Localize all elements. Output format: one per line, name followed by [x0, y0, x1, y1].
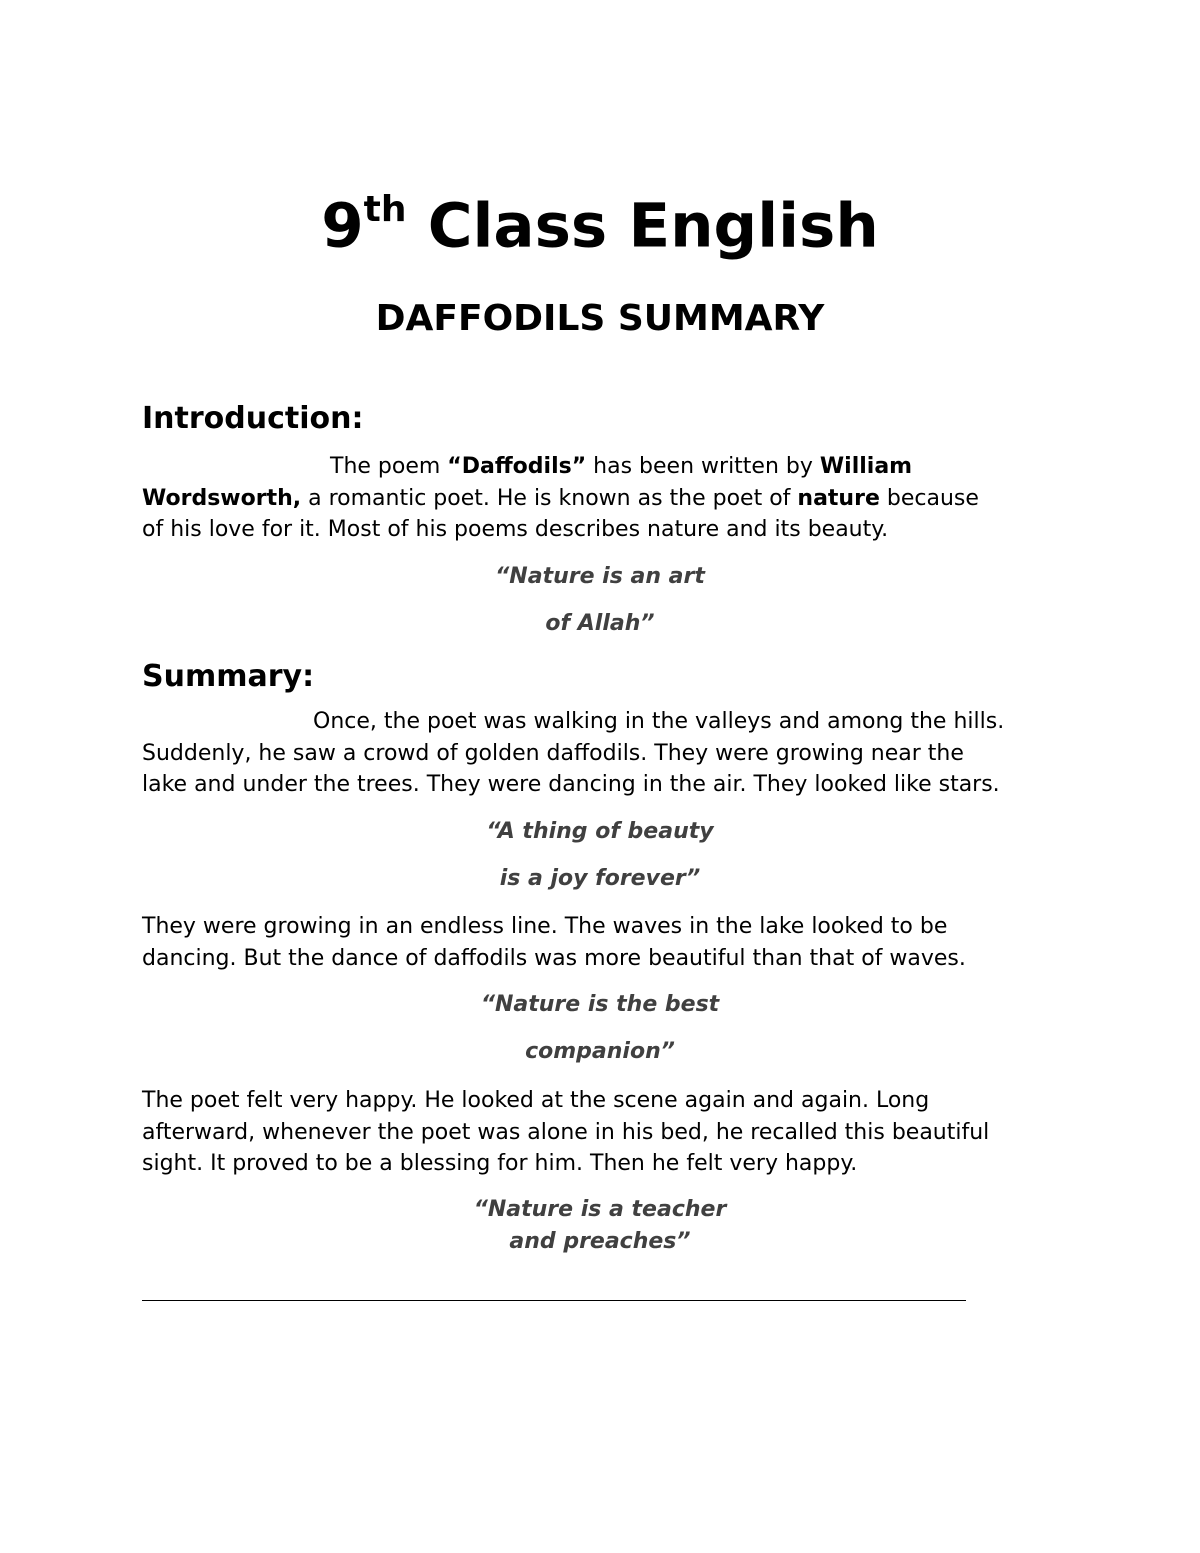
summary-line: The poet felt very happy. He looked at the scene again and again. Long: [142, 1088, 930, 1113]
introduction-line: [142, 483, 1072, 515]
quote-line: and preaches”: [509, 1229, 691, 1254]
summary-line: afterward, whenever the poet was alone in his bed, he recalled this beautiful: [142, 1119, 990, 1145]
horizontal-rule: [142, 1300, 966, 1301]
summary-heading: Summary:: [142, 659, 315, 694]
text-run: The poem: [330, 454, 448, 479]
summary-line: dancing. But the dance of daffodils was more beautiful than that of waves.: [142, 945, 966, 971]
document-subtitle: DAFFODILS SUMMARY: [375, 298, 825, 339]
summary-line: Suddenly, he saw a crowd of golden daffodils. They were growing near the: [142, 740, 964, 766]
introduction-line: of his love for it. Most of his poems describes nature and its beauty.: [142, 517, 889, 542]
summary-line: lake and under the trees. They were dancing in the air. They looked like stars.: [142, 772, 1000, 797]
title-superscript: th: [363, 189, 407, 230]
quote-line: “Nature is a teacher: [473, 1197, 727, 1222]
summary-paragraph: [142, 911, 1072, 974]
quote-line: of Allah”: [545, 611, 655, 636]
text-run: because: [879, 485, 979, 511]
text-run: has been written by: [586, 454, 820, 479]
summary-line: Once, the poet was walking in the valleys and among the hills.: [313, 709, 1005, 734]
quote-line: “A thing of beauty: [486, 819, 714, 844]
author-name: William: [819, 454, 913, 479]
title-text: Class English: [406, 190, 879, 262]
emphasis-word: nature: [797, 485, 880, 511]
title-number: 9: [321, 190, 364, 262]
introduction-paragraph: [142, 451, 1072, 546]
author-name: Wordsworth,: [142, 485, 302, 511]
quote-line: is a joy forever”: [499, 866, 701, 891]
page-title: [0, 176, 1200, 264]
summary-paragraph: [142, 1085, 1072, 1180]
quote-line: “Nature is an art: [495, 564, 705, 589]
quote-line: companion”: [525, 1039, 675, 1064]
introduction-heading: Introduction:: [142, 401, 364, 436]
poem-title: “Daffodils”: [447, 454, 587, 479]
introduction-line: [142, 451, 1072, 483]
summary-line: They were growing in an endless line. The waves in the lake looked to be: [142, 914, 948, 939]
text-run: a romantic poet. He is known as the poet of: [301, 485, 798, 511]
summary-paragraph: [142, 706, 1072, 801]
summary-line: sight. It proved to be a blessing for him. Then he felt very happy.: [142, 1151, 858, 1176]
quote-line: “Nature is the best: [480, 992, 720, 1017]
